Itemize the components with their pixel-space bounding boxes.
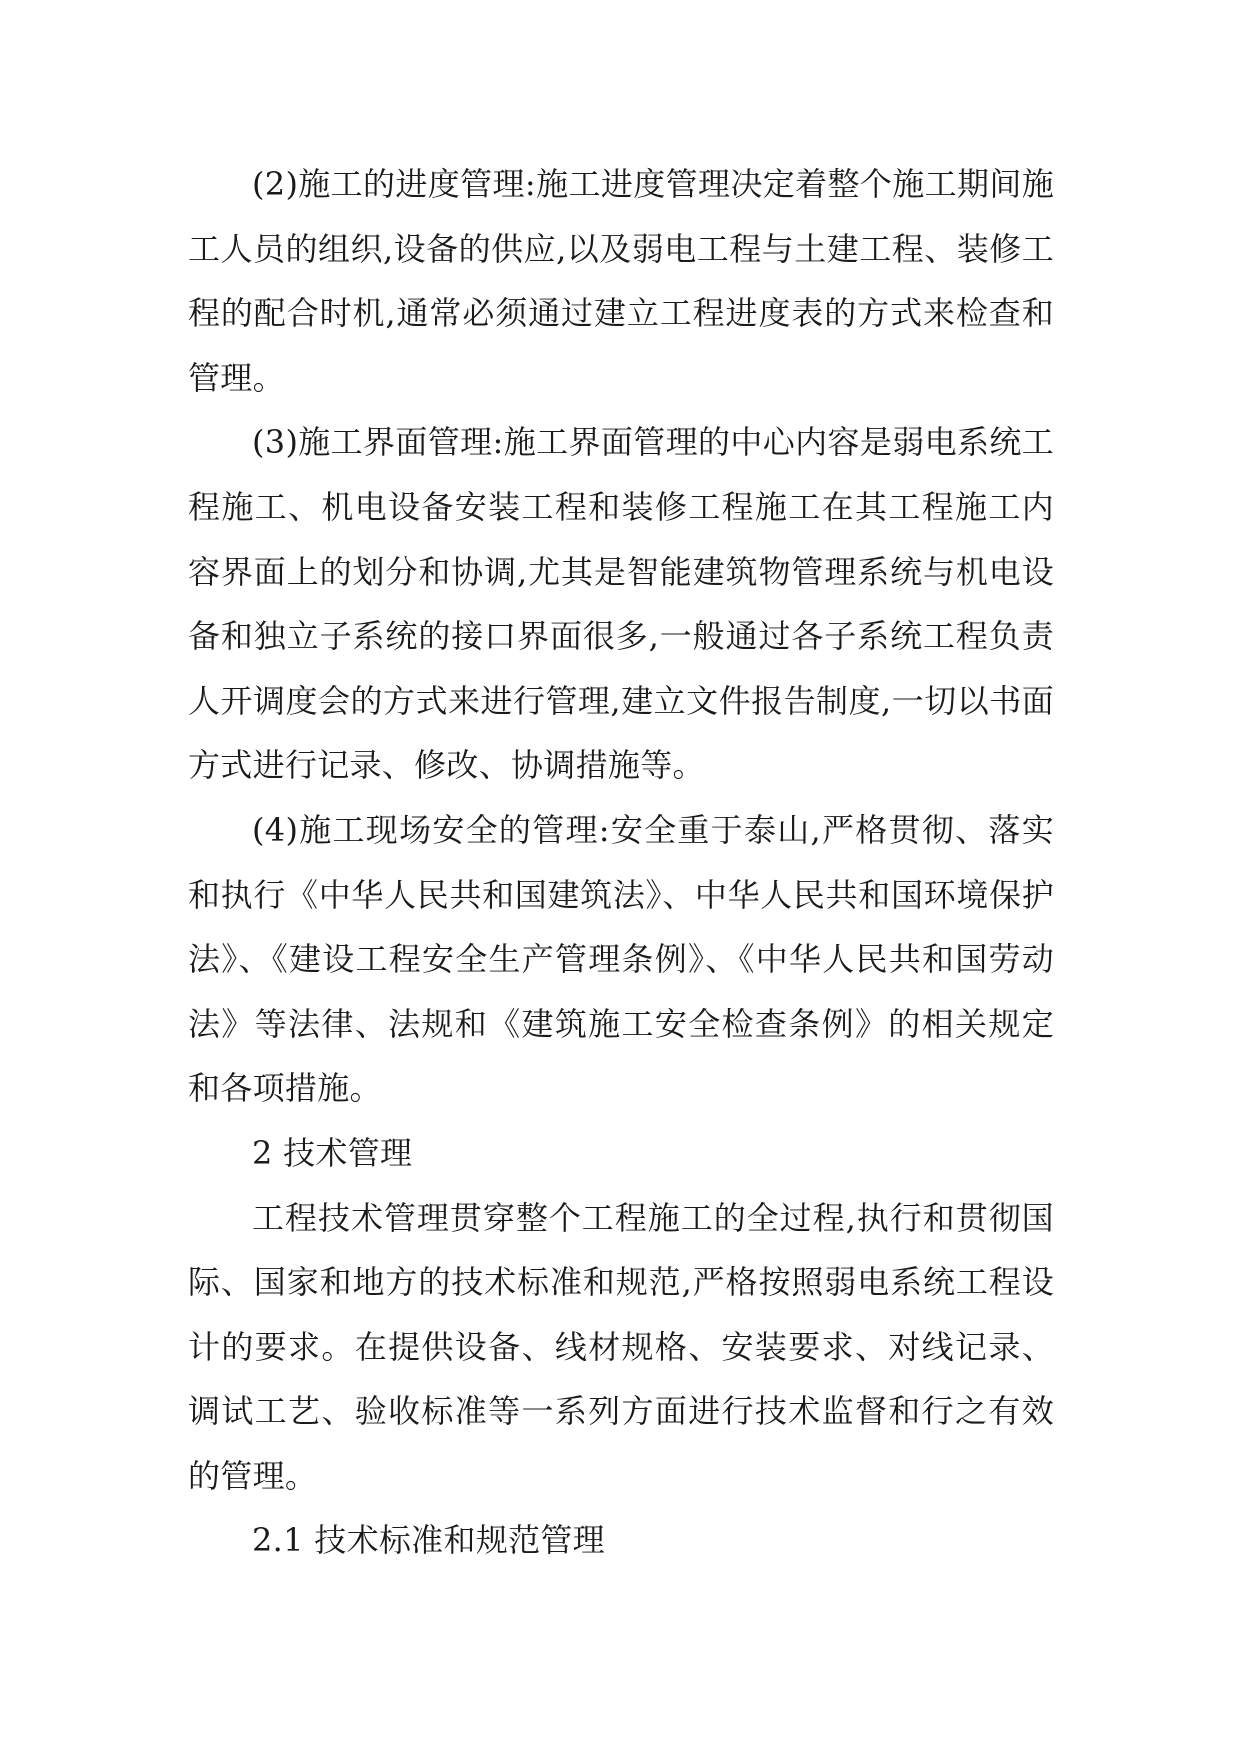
section-heading-technical-management: 2 技术管理: [252, 1133, 413, 1172]
paragraph-interface-management: (3)施工界面管理:施工界面管理的中心内容是弱电系统工程施工、机电设备安装工程和装修工程施工在其工程施工内容界面上的划分和协调,尤其是智能建筑物管理系统与机电设备和独立子系统的接口界面很多,一般通过各子系统工程负责人开调度会的方式来进行管理,建立文件报告制度,一切以书面方式进行记录、修改、协调措施等。: [188, 423, 1054, 785]
paragraph-site-safety-management: (4)施工现场安全的管理:安全重于泰山,严格贯彻、落实和执行《中华人民共和国建筑法》、中华人民共和国环境保护法》、《建设工程安全生产管理条例》、《中华人民共和国劳动法》等法律、法规和《建筑施工安全检查条例》的相关规定和各项措施。: [188, 810, 1054, 1108]
paragraph-technical-management: 工程技术管理贯穿整个工程施工的全过程,执行和贯彻国际、国家和地方的技术标准和规范,严格按照弱电系统工程设计的要求。在提供设备、线材规格、安装要求、对线记录、调试工艺、验收标准等一系列方面进行技术监督和行之有效的管理。: [188, 1198, 1054, 1495]
paragraph-schedule-management: (2)施工的进度管理:施工进度管理决定着整个施工期间施工人员的组织,设备的供应,以及弱电工程与土建工程、装修工程的配合时机,通常必须通过建立工程进度表的方式来检查和管理。: [188, 165, 1054, 397]
subsection-heading-standards-management: 2.1 技术标准和规范管理: [252, 1521, 605, 1560]
document-body: [188, 152, 1054, 1573]
